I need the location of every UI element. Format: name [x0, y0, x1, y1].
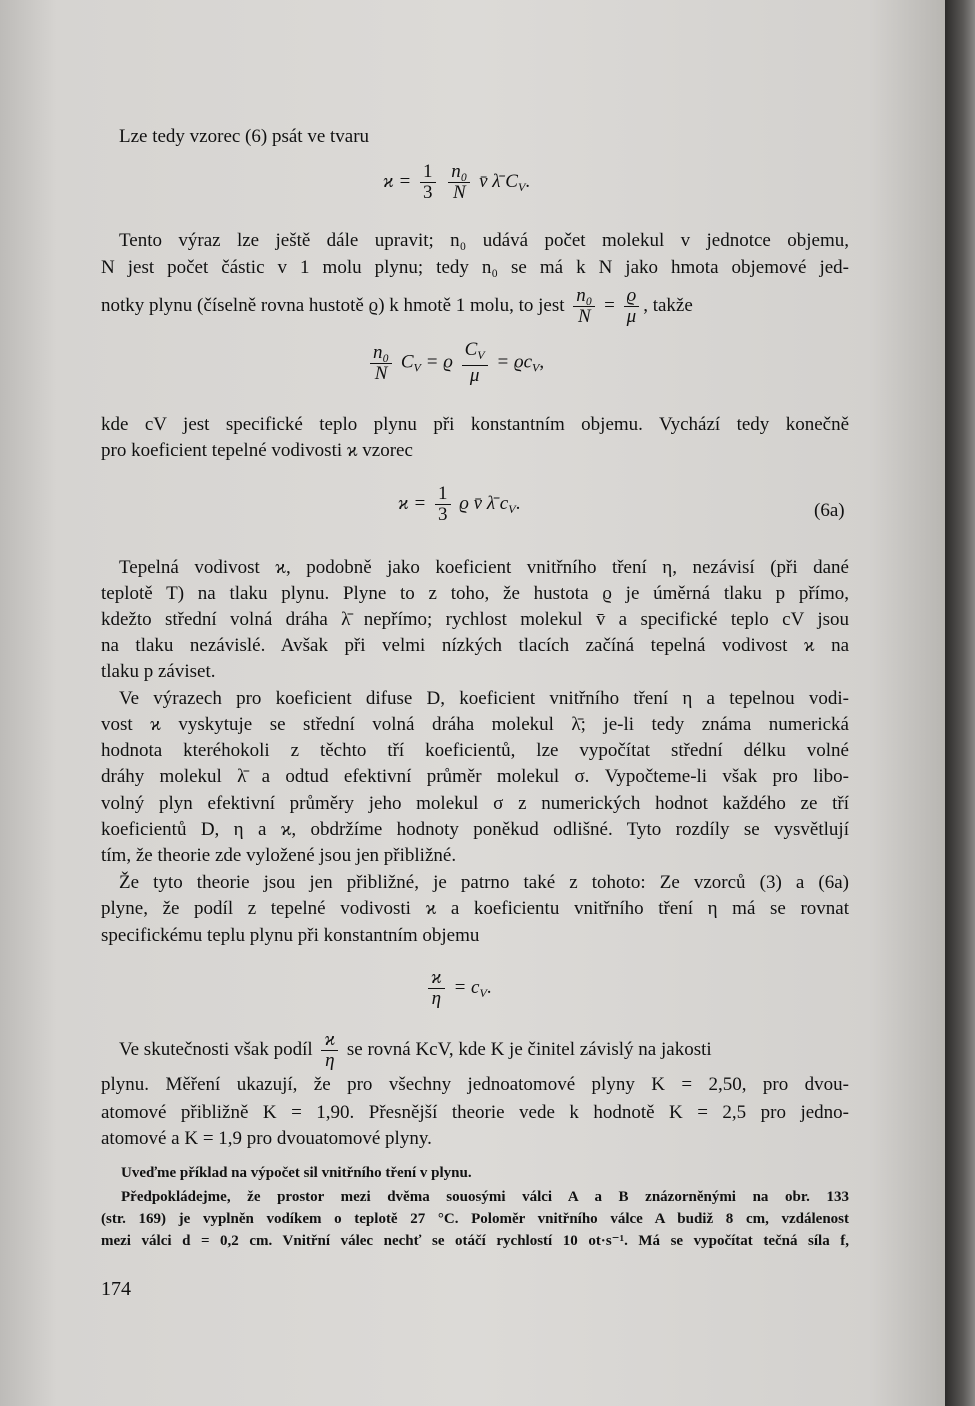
eq3-lhs: ϰ = [398, 492, 427, 514]
eq4-num: ϰ [428, 968, 445, 989]
eq2-f2-num-sub: V [477, 348, 485, 362]
p1-line-2: N jest počet částic v 1 molu plynu; tedy n₀ se má k N jako hmota objemové jed- [101, 257, 849, 278]
p2-line-1: kde cV jest specifické teplo plynu při konstantním objemu. Vychází tedy konečně [101, 414, 849, 435]
eq2-frac2-num [462, 340, 488, 366]
eq3-num: 1 [435, 484, 451, 505]
p5-line-2: plyne, že podíl z tepelné vodivosti ϰ a koeficientu vnitřního tření η má se rovnat [101, 898, 849, 919]
eq2-end: = ϱc [496, 351, 533, 373]
p6-frac [321, 1030, 338, 1071]
p6-line-3: atomové přibližně K = 1,90. Přesnější theorie vede k hodnotě K = 2,5 pro jedno- [101, 1102, 849, 1123]
eq2-frac2-den: μ [469, 365, 480, 386]
example-line-2: Předpokládejme, že prostor mezi dvěma souosými válci A a B znázorněnými na obr. 133 [121, 1189, 849, 1205]
p6-line-1-a: Ve skutečnosti však podíl [119, 1038, 313, 1060]
eq2-mid1: C [400, 351, 414, 373]
eq3-den: 3 [438, 504, 448, 525]
eq3-frac [435, 484, 451, 525]
eq1-num2: n₀ [448, 162, 470, 183]
p6-line-1 [119, 1030, 849, 1071]
eq4-rhs: = c [453, 976, 480, 998]
p1-line-3-tail: , takže [643, 294, 693, 316]
p5-line-3: specifickému teplu plynu při konstantním objemu [101, 925, 480, 946]
eq2-frac-1 [370, 343, 392, 384]
p1-frac-num: n₀ [573, 286, 595, 307]
example-line-4: mezi válci d = 0,2 cm. Vnitřní válec nechť se otáčí rychlostí 10 ot·s⁻¹. Má se vypočítat tečná síla f, [101, 1233, 849, 1249]
example-line-3: (str. 169) je vyplněn vodíkem o teplotě 27 °C. Poloměr vnitřního válce A budiž 8 cm, vzdálenost [101, 1211, 849, 1227]
p1-frac-den: N [577, 306, 591, 327]
eq3-end: . [515, 492, 521, 514]
eq1-frac-1-3 [420, 162, 436, 203]
p3-line-1: Tepelná vodivost ϰ, podobně jako koeficient vnitřního tření η, nezávisí (při dané [119, 557, 849, 578]
eq1-den: 3 [423, 182, 433, 203]
eq2-num: n₀ [370, 343, 392, 364]
eq3-rhs: ϱ v̄ λ̄ c [459, 492, 509, 514]
eq2-mid2: = ϱ [425, 351, 453, 373]
p4-line-1: Ve výrazech pro koeficient difuse D, koeficient vnitřního tření η a tepelnou vodi- [119, 688, 849, 709]
eq1-den2: N [452, 182, 466, 203]
page-number: 174 [101, 1278, 131, 1300]
p4-line-2: vost ϰ vyskytuje se střední volná dráha molekul λ̄; je-li tedy známa numerická [101, 714, 849, 735]
eq1-rhs-sub: V [517, 179, 526, 194]
intro-line: Lze tedy vzorec (6) psát ve tvaru [119, 126, 370, 147]
eq4-rhs-sub: V [479, 985, 487, 1000]
equation-4 [424, 968, 492, 1009]
eq4-frac [428, 968, 445, 1009]
p1-frac2-den: μ [626, 306, 637, 327]
p2-line-2: pro koeficient tepelné vodivosti ϰ vzorec [101, 440, 413, 461]
eq1-end: . [525, 170, 531, 192]
eq3-label: (6a) [814, 500, 845, 521]
p4-line-4: dráhy molekul λ̄ a odtud efektivní průměr molekul σ. Vypočteme-li však pro libo- [101, 766, 849, 787]
equation-3 [398, 484, 520, 525]
eq1-frac-n0-N [448, 162, 470, 203]
eq3-rhs-sub: V [508, 501, 516, 516]
p1-line-3-text: notky plynu (číselně rovna hustotě ϱ) k hmotě 1 molu, to jest [101, 294, 565, 316]
p6-frac-num: ϰ [321, 1030, 338, 1051]
eq1-num: 1 [420, 162, 436, 183]
eq2-den: N [374, 362, 388, 384]
eq4-den: η [431, 988, 442, 1009]
eq1-rhs: v̄ λ̄ C [479, 170, 518, 192]
p1-line-3 [101, 286, 693, 327]
p5-line-1: Že tyto theorie jsou jen přibližné, je patrno také z tohoto: Ze vzorců (3) a (6a) [119, 872, 849, 893]
eq1-lhs: ϰ = [383, 170, 412, 192]
p1-frac2-num: ϱ [624, 286, 640, 307]
p1-frac-rho-mu [624, 286, 640, 327]
p6-line-1-b: se rovná KcV, kde K je činitel závislý na jakosti [346, 1038, 712, 1060]
eq2-f2-num-text: C [464, 339, 478, 360]
p3-line-5: tlaku p záviset. [101, 661, 216, 682]
p4-line-3: hodnota kteréhokoli z těchto tří koeficientů, lze vypočítat střední délku volné [101, 740, 849, 761]
p4-line-5: volný plyn efektivní průměry jeho molekul σ z numerických hodnot každého ze tří [101, 793, 849, 814]
p3-line-3: kdežto střední volná dráha λ̄ nepřímo; rychlost molekul v̄ a specifické teplo cV jsou [101, 609, 849, 630]
eq2-frac-2 [462, 340, 488, 386]
eq2-tail: , [539, 351, 545, 373]
p6-line-2: plynu. Měření ukazují, že pro všechny jednoatomové plyny K = 2,50, pro dvou- [101, 1074, 849, 1095]
p1-frac-eq: = [604, 294, 615, 316]
equation-1 [383, 162, 530, 203]
p6-frac-den: η [325, 1050, 335, 1071]
book-spine-edge [945, 0, 975, 1406]
p3-line-2: teplotě T) na tlaku plynu. Plyne to z toho, že hustota ϱ je úměrná tlaku p přímo, [101, 583, 849, 604]
eq2-end-sub: V [532, 360, 540, 375]
p6-line-4: atomové a K = 1,9 pro dvouatomové plyny. [101, 1128, 432, 1149]
example-line-1: Uveďme příklad na výpočet sil vnitřního tření v plynu. [121, 1165, 472, 1181]
p4-line-7: tím, že theorie zde vyložené jsou jen přibližné. [101, 845, 457, 866]
p1-frac-n0-N [573, 286, 595, 327]
p3-line-4: na tlaku nezávislé. Avšak při velmi nízkých tlacích začíná tepelná vodivost ϰ na [101, 635, 849, 656]
eq4-end: . [486, 976, 492, 998]
p4-line-6: koeficientů D, η a ϰ, obdržíme hodnoty poněkud odlišné. Tyto rozdíly se vysvětlují [101, 819, 849, 840]
eq2-mid1-sub: V [413, 360, 421, 375]
equation-2 [366, 340, 544, 386]
p1-line-1: Tento výraz lze ještě dále upravit; n₀ udává počet molekul v jednotce objemu, [119, 230, 849, 251]
